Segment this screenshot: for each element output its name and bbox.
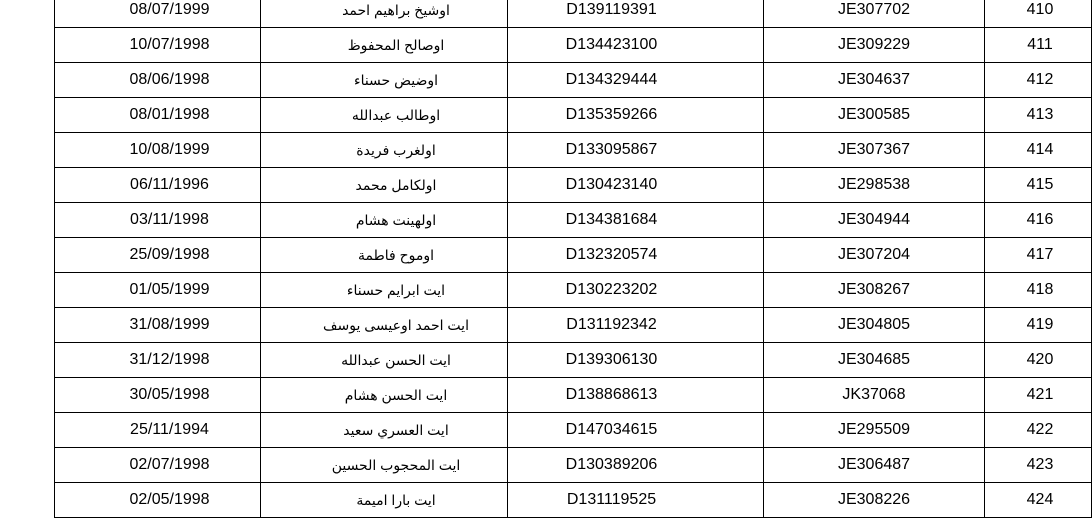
- row-number-cell: 415: [985, 168, 1092, 203]
- table-row: [55, 0, 1092, 28]
- code-cell: JE295509: [764, 413, 985, 448]
- table-row: [55, 168, 1092, 203]
- row-number-cell: 423: [985, 448, 1092, 483]
- table-row: [55, 203, 1092, 238]
- row-number-cell: 419: [985, 308, 1092, 343]
- document-table-container: [54, 0, 1092, 518]
- name-cell: ايت الحسن عبدالله: [261, 343, 508, 378]
- name-cell: ايت الحسن هشام: [261, 378, 508, 413]
- name-cell: اوضيض حسناء: [261, 63, 508, 98]
- table-row: [55, 28, 1092, 63]
- row-number-cell: 412: [985, 63, 1092, 98]
- code-cell: JE308267: [764, 273, 985, 308]
- id-number-cell: D134329444: [508, 63, 764, 98]
- code-cell: JE306487: [764, 448, 985, 483]
- birth-date-cell: 08/06/1998: [55, 63, 261, 98]
- table-row: [55, 378, 1092, 413]
- row-number-cell: 416: [985, 203, 1092, 238]
- name-cell: اولهينت هشام: [261, 203, 508, 238]
- id-number-cell: D130389206: [508, 448, 764, 483]
- birth-date-cell: 31/08/1999: [55, 308, 261, 343]
- table-row: [55, 273, 1092, 308]
- row-number-cell: 421: [985, 378, 1092, 413]
- birth-date-cell: 31/12/1998: [55, 343, 261, 378]
- id-number-cell: D130223202: [508, 273, 764, 308]
- name-cell: ايت المحجوب الحسين: [261, 448, 508, 483]
- row-number-cell: 420: [985, 343, 1092, 378]
- table-row: [55, 98, 1092, 133]
- id-number-cell: D139306130: [508, 343, 764, 378]
- name-cell: ايت العسري سعيد: [261, 413, 508, 448]
- id-number-cell: D131192342: [508, 308, 764, 343]
- id-number-cell: D135359266: [508, 98, 764, 133]
- records-table-body: [55, 0, 1092, 518]
- name-cell: اوصالح المحفوظ: [261, 28, 508, 63]
- name-cell: اوطالب عبدالله: [261, 98, 508, 133]
- id-number-cell: D134381684: [508, 203, 764, 238]
- name-cell: ايت ابرايم حسناء: [261, 273, 508, 308]
- birth-date-cell: 03/11/1998: [55, 203, 261, 238]
- table-row: [55, 448, 1092, 483]
- birth-date-cell: 02/05/1998: [55, 483, 261, 518]
- code-cell: JE304805: [764, 308, 985, 343]
- code-cell: JE307702: [764, 0, 985, 28]
- birth-date-cell: 30/05/1998: [55, 378, 261, 413]
- row-number-cell: 413: [985, 98, 1092, 133]
- table-row: [55, 63, 1092, 98]
- name-cell: ايت احمد اوعيسى يوسف: [261, 308, 508, 343]
- records-table: [54, 0, 1092, 518]
- id-number-cell: D132320574: [508, 238, 764, 273]
- id-number-cell: D139119391: [508, 0, 764, 28]
- row-number-cell: 410: [985, 0, 1092, 28]
- table-row: [55, 238, 1092, 273]
- code-cell: JE309229: [764, 28, 985, 63]
- row-number-cell: 411: [985, 28, 1092, 63]
- code-cell: JE300585: [764, 98, 985, 133]
- name-cell: اولكامل محمد: [261, 168, 508, 203]
- id-number-cell: D133095867: [508, 133, 764, 168]
- birth-date-cell: 10/07/1998: [55, 28, 261, 63]
- row-number-cell: 414: [985, 133, 1092, 168]
- id-number-cell: D134423100: [508, 28, 764, 63]
- birth-date-cell: 08/07/1999: [55, 0, 261, 28]
- birth-date-cell: 01/05/1999: [55, 273, 261, 308]
- id-number-cell: D130423140: [508, 168, 764, 203]
- name-cell: اوشيخ براهيم احمد: [261, 0, 508, 28]
- name-cell: اولغرب فريدة: [261, 133, 508, 168]
- code-cell: JE308226: [764, 483, 985, 518]
- birth-date-cell: 08/01/1998: [55, 98, 261, 133]
- row-number-cell: 417: [985, 238, 1092, 273]
- row-number-cell: 422: [985, 413, 1092, 448]
- id-number-cell: D131119525: [508, 483, 764, 518]
- table-row: [55, 343, 1092, 378]
- birth-date-cell: 25/11/1994: [55, 413, 261, 448]
- code-cell: JE304637: [764, 63, 985, 98]
- code-cell: JE304944: [764, 203, 985, 238]
- table-row: [55, 483, 1092, 518]
- id-number-cell: D138868613: [508, 378, 764, 413]
- table-row: [55, 133, 1092, 168]
- row-number-cell: 424: [985, 483, 1092, 518]
- code-cell: JE307367: [764, 133, 985, 168]
- birth-date-cell: 02/07/1998: [55, 448, 261, 483]
- row-number-cell: 418: [985, 273, 1092, 308]
- code-cell: JK37068: [764, 378, 985, 413]
- birth-date-cell: 06/11/1996: [55, 168, 261, 203]
- code-cell: JE298538: [764, 168, 985, 203]
- code-cell: JE307204: [764, 238, 985, 273]
- name-cell: ايت بارا اميمة: [261, 483, 508, 518]
- code-cell: JE304685: [764, 343, 985, 378]
- id-number-cell: D147034615: [508, 413, 764, 448]
- table-row: [55, 308, 1092, 343]
- name-cell: اوموح فاطمة: [261, 238, 508, 273]
- table-row: [55, 413, 1092, 448]
- birth-date-cell: 25/09/1998: [55, 238, 261, 273]
- birth-date-cell: 10/08/1999: [55, 133, 261, 168]
